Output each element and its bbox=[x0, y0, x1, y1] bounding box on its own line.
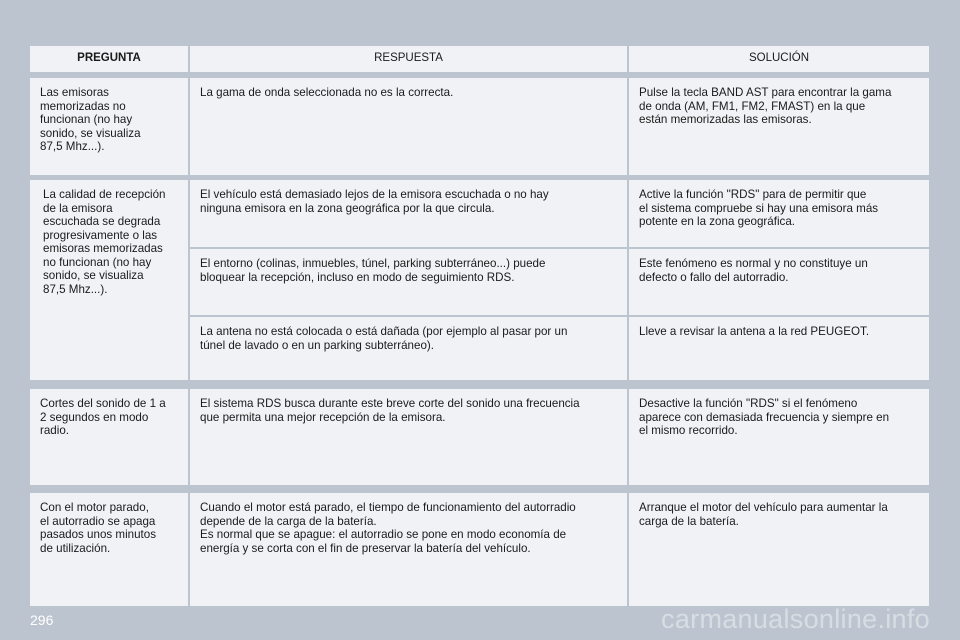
row2-solution-3 bbox=[629, 317, 929, 380]
row2-answer-1 bbox=[190, 180, 627, 247]
row4-answer bbox=[190, 493, 627, 606]
row2-answer-2-text: El entorno (colinas, inmuebles, túnel, parking subterráneo...) puede bloquear la recepción, incluso en modo de seguimiento RDS. bbox=[200, 257, 546, 284]
row3-answer-text: El sistema RDS busca durante este breve corte del sonido una frecuencia que permita una mejor recepción de la emisora. bbox=[200, 397, 580, 424]
row3-question-text: Cortes del sonido de 1 a 2 segundos en modo radio. bbox=[40, 397, 166, 438]
row2-question bbox=[30, 180, 188, 380]
row3-solution-text: Desactive la función "RDS" si el fenómeno aparece con demasiada frecuencia y siempre en el mismo recorrido. bbox=[639, 397, 890, 438]
row2-answer-3-text: La antena no está colocada o está dañada (por ejemplo al pasar por un túnel de lavado o en un parking subterráneo). bbox=[200, 325, 568, 352]
header-question: PREGUNTA bbox=[30, 46, 188, 72]
row3-question bbox=[30, 389, 188, 485]
watermark: carmanualsonline.info bbox=[661, 604, 930, 634]
row1-solution bbox=[629, 78, 929, 175]
row1-solution-text: Pulse la tecla BAND AST para encontrar la gama de onda (AM, FM1, FM2, FMAST) en la que están memorizadas las emisoras. bbox=[639, 86, 892, 127]
row2-question-text: La calidad de recepción de la emisora escuchada se degrada progresivamente o las emisoras memorizadas no funcionan (no hay sonido, se visualiza 87,5 Mhz...). bbox=[43, 188, 166, 296]
row4-answer-text: Cuando el motor está parado, el tiempo de funcionamiento del autorradio depende de la carga de la batería. Es normal que se apague: el autorradio se pone en modo economía de energía y se corta con el fin de preservar la batería del vehículo. bbox=[200, 501, 576, 555]
header-solution: SOLUCIÓN bbox=[629, 46, 929, 72]
row2-solution-1 bbox=[629, 180, 929, 247]
row2-solution-1-text: Active la función "RDS" para de permitir que el sistema compruebe si hay una emisora más potente en la zona geográfica. bbox=[639, 188, 879, 229]
row1-question bbox=[30, 78, 188, 175]
row4-solution bbox=[629, 493, 929, 606]
row2-solution-2 bbox=[629, 249, 929, 315]
row3-answer bbox=[190, 389, 627, 485]
row4-question-text: Con el motor parado, el autorradio se apaga pasados unos minutos de utilización. bbox=[40, 501, 157, 555]
row1-answer bbox=[190, 78, 627, 175]
row1-answer-text: La gama de onda seleccionada no es la correcta. bbox=[200, 86, 454, 99]
row2-solution-3-text: Lleve a revisar la antena a la red PEUGEOT. bbox=[639, 325, 870, 338]
row4-question bbox=[30, 493, 188, 606]
row1-question-text: Las emisoras memorizadas no funcionan (no hay sonido, se visualiza 87,5 Mhz...). bbox=[40, 86, 141, 154]
row2-answer-2 bbox=[190, 249, 627, 315]
row3-solution bbox=[629, 389, 929, 485]
header-answer: RESPUESTA bbox=[190, 46, 627, 72]
row2-answer-3 bbox=[190, 317, 627, 380]
row4-solution-text: Arranque el motor del vehículo para aumentar la carga de la batería. bbox=[639, 501, 888, 528]
page-number: 296 bbox=[30, 612, 54, 628]
row2-solution-2-text: Este fenómeno es normal y no constituye un defecto o fallo del autorradio. bbox=[639, 257, 868, 284]
row2-answer-1-text: El vehículo está demasiado lejos de la emisora escuchada o no hay ninguna emisora en la zona geográfica por la que circula. bbox=[200, 188, 549, 215]
